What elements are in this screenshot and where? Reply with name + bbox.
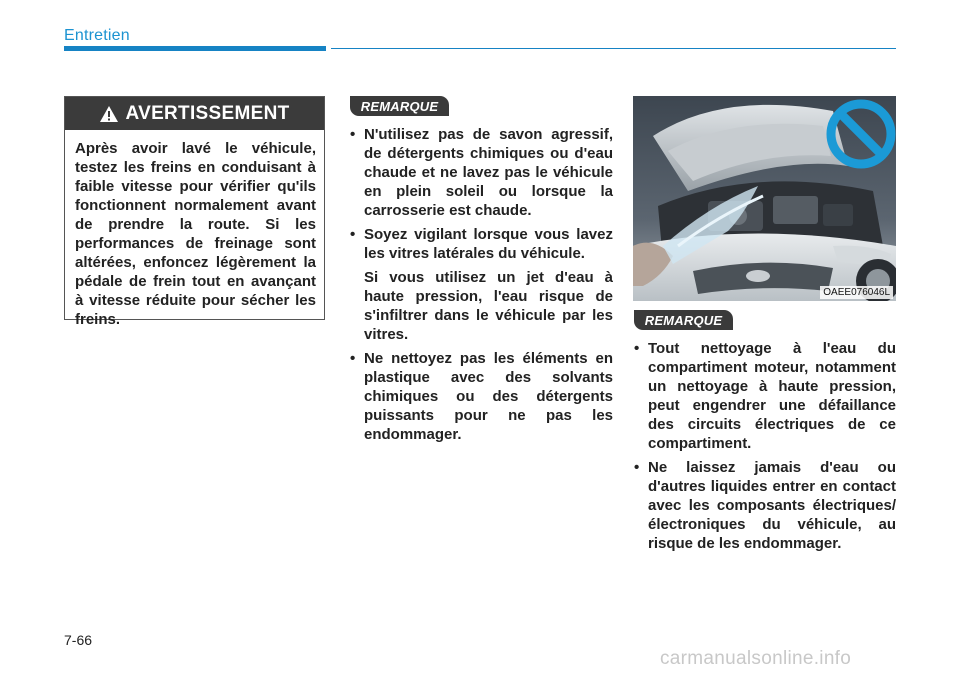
section-title: Entretien — [64, 27, 130, 44]
bullet-dot: • — [350, 126, 356, 143]
warning-title: AVERTISSEMENT — [125, 102, 290, 124]
bullet-text: Si vous utilisez un jet d'eau à haute pression, l'eau risque de s'infiltrer dans le véhicule par les vitres. — [364, 269, 613, 343]
engine-compartment-figure — [633, 96, 896, 301]
bullet-dot: • — [634, 459, 640, 476]
bullet-item — [348, 125, 613, 220]
warning-triangle-icon — [99, 105, 119, 123]
bullet-dot: • — [350, 350, 356, 367]
header-rule-thin — [331, 48, 896, 49]
bullet-item — [348, 349, 613, 444]
car-hood-illustration — [633, 96, 896, 301]
header-rule-thick — [64, 46, 326, 51]
remark-list — [632, 339, 896, 553]
page-number: 7-66 — [64, 632, 93, 648]
figure-caption: OAEE076046L — [820, 286, 893, 299]
bullet-dot: • — [350, 226, 356, 243]
bullet-item — [348, 225, 613, 344]
remark-list — [348, 125, 613, 444]
watermark: carmanualsonline.info — [660, 648, 852, 669]
remark-label: REMARQUE — [350, 96, 449, 116]
bullet-text: Ne laissez jamais d'eau ou d'autres liquides entrer en contact avec les composants électriques/électroniques du véhicule, au risque de les endommager. — [648, 459, 896, 552]
warning-text: Après avoir lavé le véhicule, testez les freins en conduisant à faible vitesse pour vérifier qu'ils fonctionnent normalement avant de prendre la route. Si les performances de freinage sont altérées, enfoncez légèrement la pédale de frein tout en avançant à vitesse réduite pour sécher les freins. — [75, 140, 316, 328]
bullet-text: Soyez vigilant lorsque vous lavez les vitres latérales du véhicule. — [364, 226, 613, 262]
bullet-text: N'utilisez pas de savon agressif, de détergents chimiques ou d'eau chaude et ne lavez pas le véhicule en plein soleil ou lorsque la carrosserie est chaude. — [364, 126, 613, 219]
bullet-text: Ne nettoyez pas les éléments en plastique avec des solvants chimiques ou des détergents puissants pour ne pas les endommager. — [364, 350, 613, 443]
bullet-item — [632, 339, 896, 453]
bullet-text: Tout nettoyage à l'eau du compartiment moteur, notamment un nettoyage à haute pression, peut engendrer une défaillance des circuits électriques de ce compartiment. — [648, 340, 896, 452]
warning-box — [64, 96, 325, 328]
remark-label: REMARQUE — [634, 310, 733, 330]
bullet-item — [632, 458, 896, 553]
warning-header — [65, 97, 324, 130]
bullet-dot: • — [634, 340, 640, 357]
